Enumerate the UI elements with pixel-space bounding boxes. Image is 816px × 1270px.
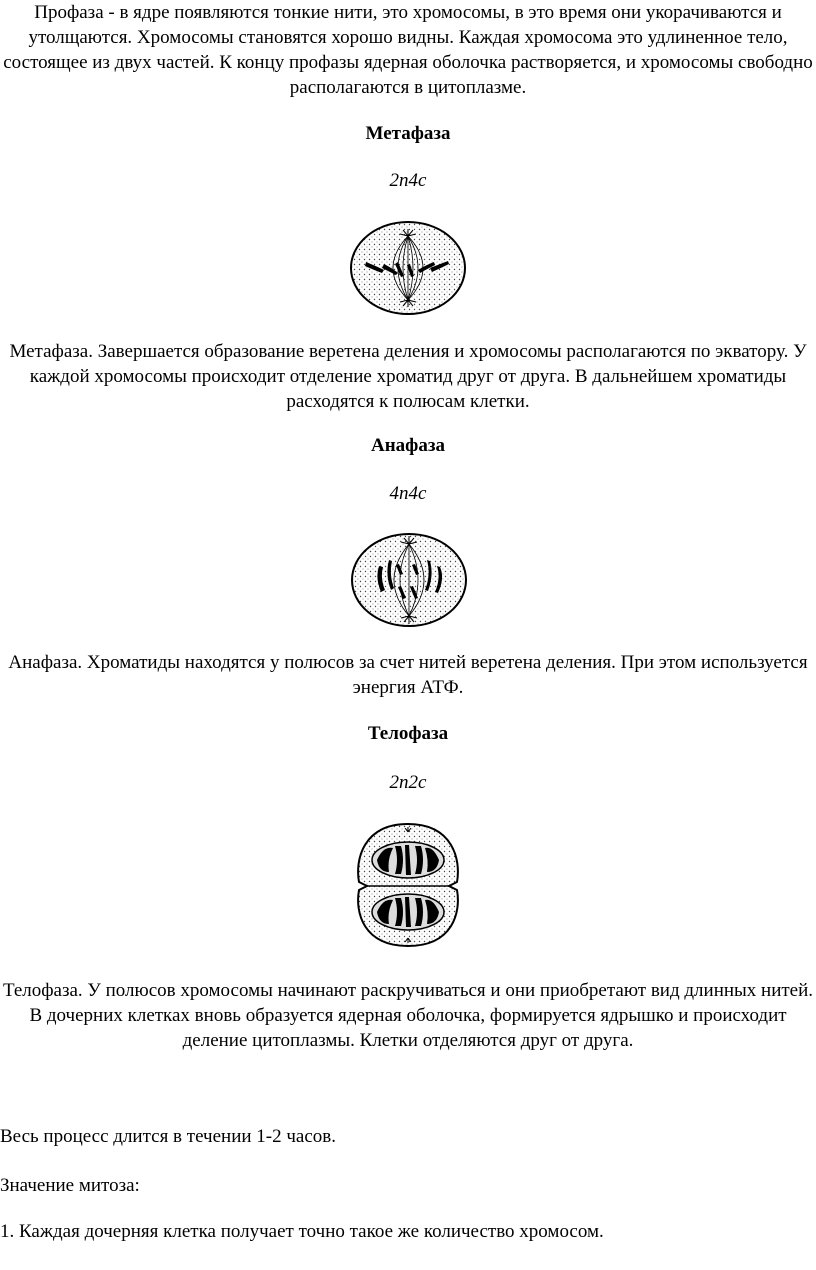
- significance-title: Значение митоза:: [0, 1175, 140, 1196]
- anaphase-cell-illustration: [349, 530, 469, 630]
- telophase-heading: Телофаза: [367, 723, 449, 744]
- metaphase-cell-illustration: [348, 218, 468, 318]
- duration-text: Весь процесс длится в течении 1-2 часов.: [0, 1126, 337, 1147]
- significance-item: 1. Каждая дочерняя клетка получает точно такое же количество хромосом.: [0, 1221, 604, 1242]
- prophase-paragraph: Профаза - в ядре появляются тонкие нити, это хромосомы, в это время они укорачиваются и утолщаются. Хромосомы становятся хорошо видны. Каждая хромосома это удлиненное тело, состоящее из двух частей. К концу профазы ядерная оболочка растворяется, и хромосомы свободно располагаются в цитоплазме.: [3, 2, 813, 98]
- anaphase-formula: 4n4c: [389, 483, 427, 504]
- telophase-formula: 2n2c: [389, 772, 427, 793]
- telophase-description: Телофаза. У полюсов хромосомы начинают раскручиваться и они приобретают вид длинных нитей. В дочерних клетках вновь образуется ядерная оболочка, формируется ядрышко и происходит деление цитоплазмы. Клетки отделяются друг от друга.: [2, 980, 814, 1051]
- anaphase-heading: Анафаза: [371, 435, 445, 456]
- anaphase-description: Анафаза. Хроматиды находятся у полюсов за счет нитей веретена деления. При этом используется энергия АТФ.: [8, 652, 808, 698]
- metaphase-heading: Метафаза: [365, 123, 451, 144]
- metaphase-description: Метафаза. Завершается образование веретена деления и хромосомы располагаются по экватору. У каждой хромосомы происходит отделение хроматид друг от друга. В дальнейшем хроматиды расходятся к полюсам клетки.: [9, 341, 807, 412]
- metaphase-formula: 2n4c: [389, 170, 427, 191]
- telophase-cell-illustration: [353, 820, 463, 950]
